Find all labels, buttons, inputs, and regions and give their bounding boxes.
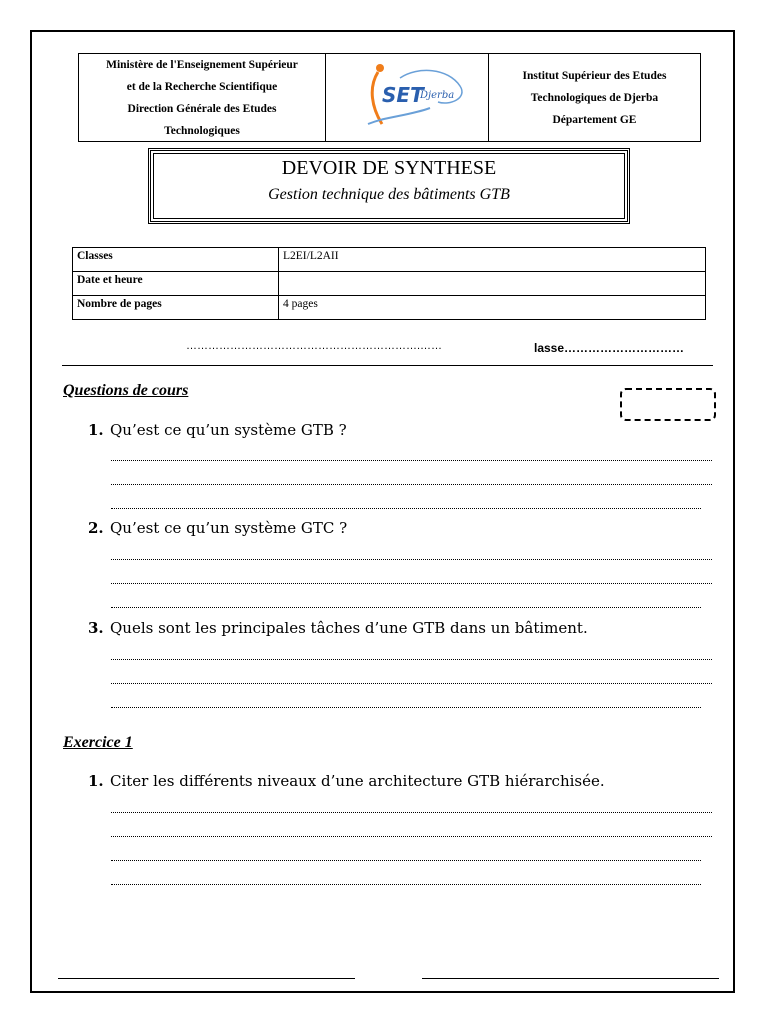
ministry-line: Ministère de l'Enseignement Supérieur [106, 58, 298, 71]
svg-text:Djerba: Djerba [420, 90, 455, 101]
institute-line: Département GE [552, 113, 637, 126]
answer-line[interactable] [111, 459, 712, 461]
answer-line[interactable] [111, 835, 712, 837]
institute-line: Institut Supérieur des Etudes [522, 69, 667, 82]
svg-text:SET: SET [382, 83, 424, 107]
info-value: L2EI/L2AII [279, 248, 706, 272]
answer-line[interactable] [111, 658, 712, 660]
info-label: Date et heure [73, 272, 279, 296]
info-value: 4 pages [279, 296, 706, 320]
table-row [73, 296, 706, 320]
question [88, 519, 347, 537]
question-number: 1. [88, 772, 104, 790]
question-text: Citer les différents niveaux d’une architecture GTB hiérarchisée. [110, 772, 605, 790]
question-number: 1. [88, 421, 104, 439]
answer-line[interactable] [111, 859, 701, 861]
ministry-line: Direction Générale des Etudes [127, 102, 277, 115]
question [88, 619, 588, 637]
exam-title-box [148, 148, 630, 224]
info-label: Classes [73, 248, 279, 272]
answer-line[interactable] [111, 682, 712, 684]
header-bottom-rule [326, 141, 488, 142]
footer-rule-right [422, 978, 719, 979]
info-value [279, 272, 706, 296]
info-label: Nombre de pages [73, 296, 279, 320]
iset-djerba-logo [338, 58, 474, 134]
section-title-exercise: Exercice 1 [63, 734, 133, 751]
ministry-line: et de la Recherche Scientifique [126, 80, 278, 93]
answer-line[interactable] [111, 558, 712, 560]
divider [62, 365, 713, 366]
question-number: 2. [88, 519, 104, 537]
exam-subtitle: Gestion technique des bâtiments GTB [268, 186, 510, 203]
question [88, 421, 347, 439]
header-top-rule [326, 53, 488, 54]
answer-line[interactable] [111, 811, 712, 813]
footer-rule-left [58, 978, 355, 979]
answer-line[interactable] [111, 507, 701, 509]
answer-line[interactable] [111, 483, 712, 485]
question [88, 772, 605, 790]
ministry-header-box [78, 53, 326, 142]
answer-line[interactable] [111, 606, 701, 608]
grade-box[interactable] [620, 388, 716, 421]
exam-title: DEVOIR DE SYNTHESE [281, 157, 497, 179]
answer-line[interactable] [111, 706, 701, 708]
table-row [73, 272, 706, 296]
question-number: 3. [88, 619, 104, 637]
answer-line[interactable] [111, 582, 712, 584]
question-text: Quels sont les principales tâches d’une GTB dans un bâtiment. [110, 619, 588, 637]
answer-line[interactable] [111, 883, 701, 885]
question-text: Qu’est ce qu’un système GTC ? [110, 519, 348, 537]
question-text: Qu’est ce qu’un système GTB ? [110, 421, 347, 439]
student-name-field[interactable]: ……………………………………………………….…… [186, 340, 443, 352]
section-title-questions: Questions de cours [63, 382, 189, 399]
ministry-line: Technologiques [164, 124, 240, 137]
institute-line: Technologiques de Djerba [530, 91, 659, 104]
student-class-field[interactable]: lasse………………………… [534, 341, 685, 355]
exam-info-table [72, 247, 706, 320]
institute-header-box [488, 53, 701, 142]
table-row [73, 248, 706, 272]
